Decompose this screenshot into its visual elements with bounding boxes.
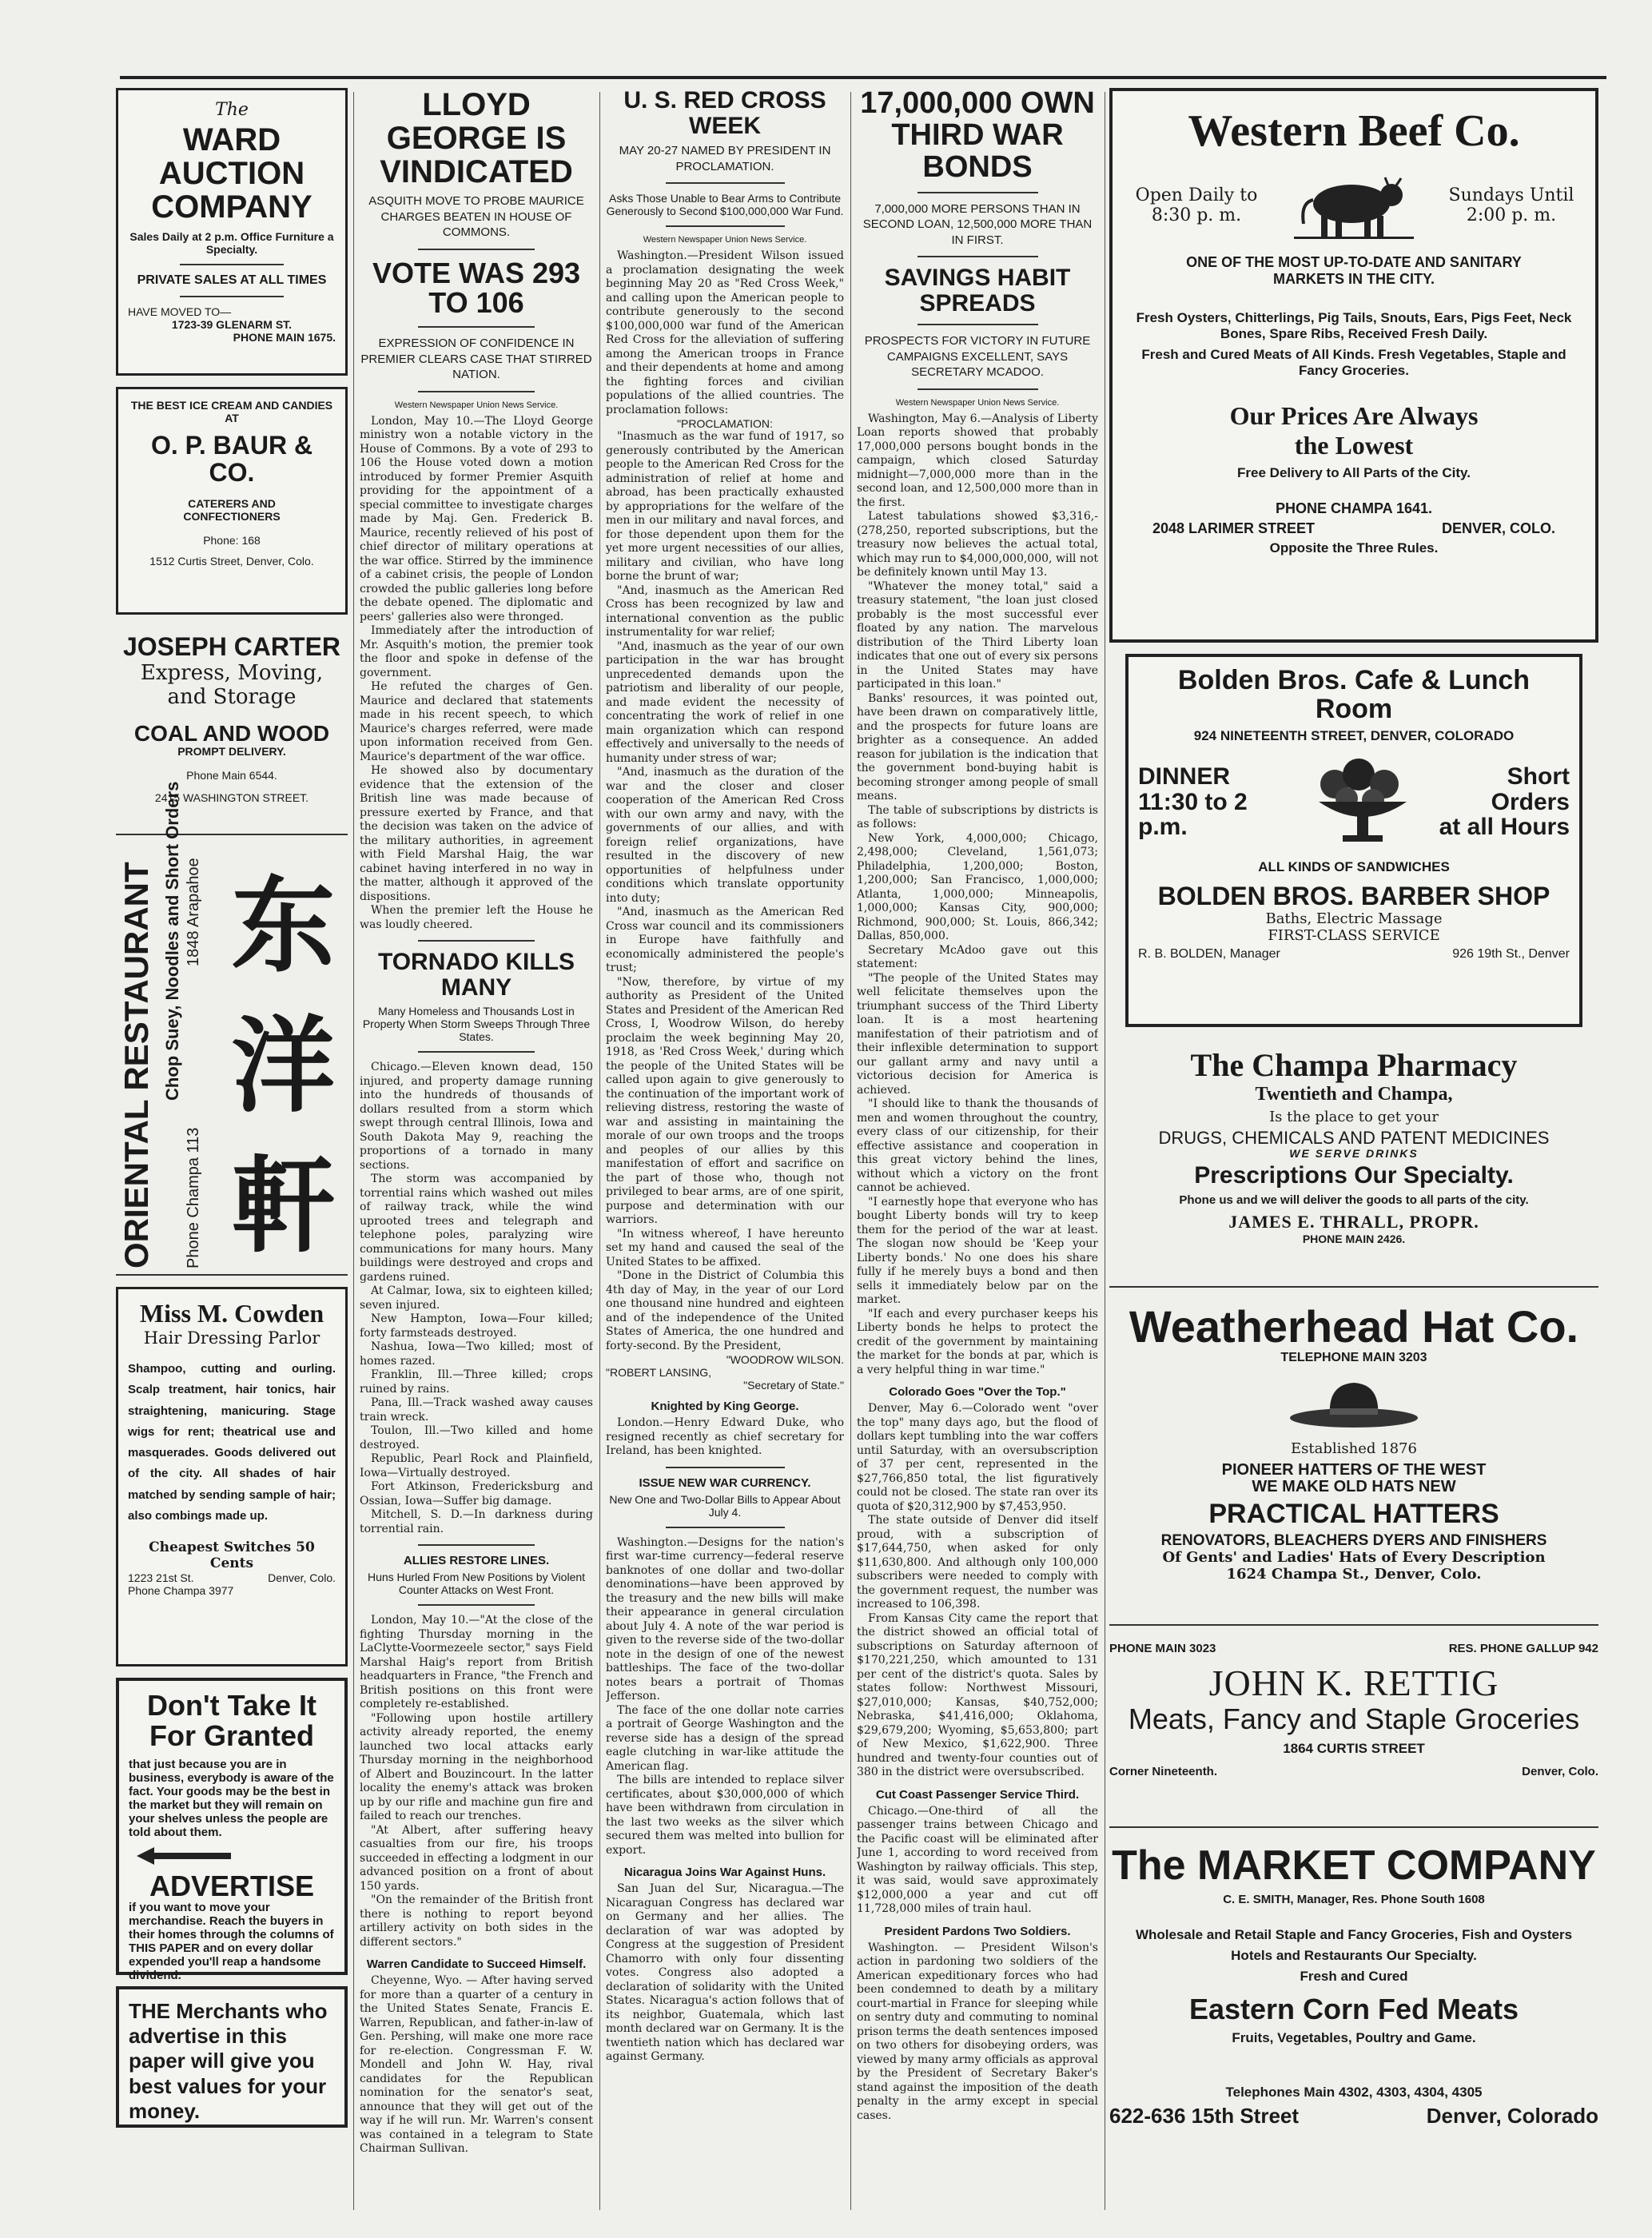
ad-address: DENVER, COLO. [1441,520,1555,536]
ad-title: JOHN K. RETTIG [1208,1663,1499,1703]
arrow-left-icon [137,1847,335,1868]
ad-text: at all Hours [1439,814,1570,841]
article-paragraph: London, May 10.—"At the close of the fighting Thursday morning in the LaClytte-Voormezeele sector," says Field Marshal Haig's report from British headquarters in France, "the French and British positions on this front were completely re-established. [360,1614,593,1711]
article-paragraph: "Following upon hostile artillery activity already reported, the enemy launched two local attacks early Thursday morning in the neighborhood of Albert and Bouzincourt. In the latter locality the enemy's attack was broken up by our rifle and machine gun fire and failed to reach our trenches. [360,1711,593,1823]
ad-text: Shampoo, cutting and ourling. Scalp treatment, hair tonics, hair straightening, manicuring. Stage wigs for rent; theatrical use and masquerades. Goods delivered out of the city. All shades of hair matched by sending sample of hair; also combings made up. [128,1362,336,1523]
article-paragraph: Denver, May 6.—Colorado went "over the top" many days ago, but the flood of dollars kept tumbling into the war coffers until Saturday, with an oversubscription of 37 per cent, represented in the $27,766,850 total, the list figuratively could not be closed. The state ran over its quota of $20,312,900 by $7,453,950. [857,1402,1098,1513]
column-rule [599,92,600,2210]
article-paragraph: Mitchell, S. D.—In darkness during torrential rain. [360,1508,593,1535]
ad-text: 11:30 to 2 p.m. [1138,788,1248,841]
dateline: Western Newspaper Union News Service. [895,397,1060,408]
ad-text: DINNER [1138,763,1231,790]
ad-text: Is the place to get your [1269,1109,1439,1125]
column-ads-left [116,88,348,2139]
article-paragraph: New York, 4,000,000; Chicago, 2,498,000; Cleveland, 1,561,073; Philadelphia, 1,200,000; Boston, 1,200,000; San Francisco, 1,000,000; Atlanta, 1,000,000; Minneapolis, 1,000,000; Kansas City, 900,000; Richmond, 900,000; St. Louis, 866,342; Dallas, 850,000. [857,831,1098,943]
article-paragraph: "Whatever the money total," said a treasury statement, "the loan just closed probably is the most successful ever floated by any nation. The marvelous distribution of the Third Liberty loan indicates that one out of every six persons in the United States may have participated in this loan." [857,579,1098,691]
subheadline: Huns Hurled From New Positions by Violent Counter Attacks on West Front. [367,1571,586,1597]
article-paragraph: "On the remainder of the British front there is nothing to report beyond artillery activity on both sides in the different sectors." [360,1894,593,1949]
article-paragraph: "The people of the United States may well felicitate themselves upon the triumphant success of the Third Liberty loan. It is a most heartening manifestation of their patriotism and of their inflexible determination to support our gallant army and navy until a victorious decision for America is achieved. [857,971,1098,1097]
article-paragraph: New Hampton, Iowa—Four killed; forty farmsteads destroyed. [360,1312,593,1340]
ad-text: Fresh and Cured [1300,1968,1408,1984]
dateline: Western Newspaper Union News Service. [394,400,559,410]
ad-phone: PHONE MAIN 1675. [233,331,336,344]
headline: Knighted by King George. [651,1400,799,1413]
ad-address: 1848 Arapahoe [185,858,202,966]
ad-text: Phone us and we will deliver the goods to all parts of the city. [1179,1193,1529,1207]
ad-title: BOLDEN BROS. BARBER SHOP [1157,882,1550,911]
ad-dont-take-it-for-granted [116,1678,348,1983]
ad-text: Free Delivery to All Parts of the City. [1237,465,1471,480]
article-paragraph: "Now, therefore, by virtue of my authority as President of the United States and President of the American Red Cross, I, Woodrow Wilson, do hereby proclaim the week beginning May 20, 1918, as 'Red Cross Week,' during which the people of the United States will be called upon again to give generously to the continuation of the important work of relieving distress, restoring the waste of war and assisting in maintaining the morale of our own troops and the troops and peoples of our allies by this manifestation of effort and sacrifice on the part of those who, though not privileged to bear arms, are of one spirit, purpose and determination with our warriors. [606,975,844,1226]
ad-address: 926 19th St., Denver [1452,946,1570,961]
subheadline: Many Homeless and Thousands Lost in Property When Storm Sweeps Through Three States. [362,1005,591,1044]
ad-phone: Phone Champa 113 [185,1127,202,1268]
article-paragraph: Fort Atkinson, Fredericksburg and Ossian, Iowa—Suffer big damage. [360,1480,593,1507]
subheadline: EXPRESSION OF CONFIDENCE IN PREMIER CLEARS CASE THAT STIRRED NATION. [360,336,592,382]
article-paragraph: Washington.—President Wilson issued a proclamation designating the week beginning May 20 as "Red Cross Week," and calling upon the American people to contribute generously to the second $100,000,000 war fund of the American Red Cross for the alleviation of suffering among the American troops in France and their dependents at home and among the fighting forces and civilian populations of the allied countries. The proclamation follows: [606,249,844,416]
ad-text: Fresh Oysters, Chitterlings, Pig Tails, Snouts, Ears, Pigs Feet, Neck Bones, Spare Ribs, Received Fresh Daily. [1136,310,1572,341]
ad-address: 2415 WASHINGTON STREET. [154,790,309,804]
headline: SAVINGS HABIT SPREADS [884,265,1071,317]
ad-title: JOSEPH CARTER [122,632,341,661]
ad-address: Corner Nineteenth. [1109,1764,1218,1778]
ad-text: Established 1876 [1291,1440,1417,1457]
ad-text: C. E. SMITH, Manager, Res. Phone South 1608 [1223,1892,1485,1906]
article-paragraph: "And, inasmuch as the American Red Cross has been recognized by law and international convention as the public instrumentality for war relief; [606,583,844,639]
ad-address: 622-636 15th Street [1109,2104,1300,2128]
ad-text: if you want to move your merchandise. Reach the buyers in their homes through the columns of THIS PAPER and on every dollar expended you'll reap a handsome dividend. [129,1901,334,1983]
headline: 17,000,000 OWN THIRD WAR BONDS [860,88,1095,184]
ad-baur [116,387,348,615]
ad-text: Express, Moving, [140,660,324,685]
ad-champa-pharmacy [1109,1038,1598,1288]
ad-text: Opposite the Three Rules. [1269,540,1439,556]
article-paragraph: London.—Henry Edward Duke, who resigned recently as chief secretary for Ireland, has been knighted. [606,1416,844,1457]
ad-market-company [1109,1839,1598,2224]
article-paragraph: Immediately after the introduction of Mr. Asquith's motion, the premier took the floor and spoke in defense of the government. [360,624,593,679]
ad-text: HAVE MOVED TO— [128,305,232,318]
ad-text: Wholesale and Retail Staple and Fancy Groceries, Fish and Oysters [1135,1926,1573,1942]
ad-address: 2048 LARIMER STREET [1152,520,1316,536]
ad-text: that just because you are in business, everybody is aware of the fact. Your goods may be the best in the market but they will remain on your shelves unless the people are told about them. [129,1757,334,1839]
article-paragraph: "PROCLAMATION: [677,417,773,430]
ad-address: 1624 Champa St., Denver, Colo. [1226,1566,1482,1583]
article-paragraph: Franklin, Ill.—Three killed; crops ruined by rains. [360,1368,593,1396]
ad-phone: PHONE MAIN 2426. [1302,1232,1406,1245]
ad-title: Prescriptions Our Specialty. [1194,1162,1514,1189]
ad-address: 1223 21st St. [128,1571,194,1584]
article-paragraph: "Inasmuch as the war fund of 1917, so generously contributed by the American people to the American Red Cross for the administration of relief at home and abroad, has been practically exhausted by appropriations for the welfare of the men in our military and naval forces, and for those dependent upon them for the yet more urgent necessities of our allies, military and civilian, who have long borne the brunt of war; [606,430,844,583]
ad-title: Miss M. Cowden [139,1299,324,1328]
column-news-2 [360,88,593,2214]
ad-text: Baths, Electric Massage [1265,910,1443,927]
headline: Colorado Goes "Over the Top." [889,1385,1066,1400]
ad-weatherhead-hat [1109,1299,1598,1626]
article-paragraph: Washington.—Designs for the nation's first war-time currency—federal reserve banknotes of one dollar and two-dollar denominations—have been approved by the treasury and the new bills will make their appearance in general circulation about July 4. A note of the war period is given to the reverse side of the two-dollar note in the design of one of the newest battleships. The face of the two-dollar notes bears a portrait of Thomas Jefferson. [606,1535,844,1702]
article-paragraph: Latest tabulations showed $3,316,-(278,250, reported subscriptions, but the treasury now believes the actual total, which may run to $4,000,000,000, will not be definitely known until May 13. [857,510,1098,579]
article-paragraph: Washington, May 6.—Analysis of Liberty Loan reports showed that probably 17,000,000 persons bought bonds in the campaign, which closed Saturday midnight—7,000,000 more than in the second loan, and 12,500,000 more than in the first. [857,412,1098,509]
article-paragraph: "If each and every purchaser keeps his Liberty bonds he helps to protect the credit of the government by maintaining the market for the bonds at par, which is a very helpful thing in war time." [857,1307,1098,1376]
headline: LLOYD GEORGE IS VINDICATED [380,88,573,189]
subheadline: MAY 20-27 NAMED BY PRESIDENT IN PROCLAMATION. [619,144,831,173]
article-paragraph: From Kansas City came the report that the district showed an official total of subscriptions on Saturday afternoon of $170,221,250, which amounted to 131 per cent of the district's quota. Sales by states follow: Northwest Missouri, $27,010,000; Kansas, $40,752,000; Nebraska, $41,416,000; Oklahoma, $29,679,200; Wyoming, $5,653,800; part of New Mexico, $1,622,900. Three hundred and twenty-four counties out of 380 in the district were oversubscribed. [857,1611,1098,1779]
article-paragraph: Nashua, Iowa—Two killed; most of homes razed. [360,1340,593,1368]
ad-merchants [116,1986,348,2128]
ad-text: DRUGS, CHEMICALS AND PATENT MEDICINES [1158,1128,1550,1148]
ad-text: Fresh and Cured Meats of All Kinds. Fresh Vegetables, Staple and Fancy Groceries. [1141,347,1566,378]
article-paragraph: At Calmar, Iowa, six to eighteen killed; seven injured. [360,1284,593,1312]
dateline: Western Newspaper Union News Service. [643,235,807,245]
column-rule [850,92,851,2210]
ad-text: Fruits, Vegetables, Poultry and Game. [1232,2030,1476,2046]
hat-icon [1109,1376,1598,1436]
subheadline: PROSPECTS FOR VICTORY IN FUTURE CAMPAIGNS EXCELLENT, SAYS SECRETARY MCADOO. [864,334,1091,380]
article-paragraph: He showed also by documentary evidence that the extension of the British line was made because of pressure exerted by France, and that the decision was taken on the advice of the military authorities, in agreement with Field Marshal Haig, the war cabinet having interfered in no way in the matter, although it approved of the dispositions. [360,764,593,903]
ad-title: Meats, Fancy and Staple Groceries [1128,1702,1580,1735]
ad-text: CATERERS AND [188,497,276,511]
ad-address: 1512 Curtis Street, Denver, Colo. [149,555,314,568]
signature: "Secretary of State." [743,1379,844,1392]
article-paragraph: London, May 10.—The Lloyd George ministry won a notable victory in the House of Commons. By a vote of 293 to 106 the House voted down a motion introduced by former Premier Asquith providing for the appointment of a special committee to investigate charges made by Maj. Gen. Frederick B. Maurice, recently relieved of his post of chief director of military operations at the war office. Stirred by the imminence of a cabinet crisis, the people of London crowded the public galleries long before the debate opened. The diplomatic and peers' galleries also were thronged. [360,414,593,623]
chinese-characters: 东 洋 軒 [214,870,336,1255]
subheadline: Asks Those Unable to Bear Arms to Contribute Generously to Second $100,000,000 War Fund. [606,192,844,217]
ad-text: Sundays Until 2:00 p. m. [1448,185,1574,225]
ad-text: and Storage [167,684,297,709]
ad-bolden-bros [1125,654,1582,1027]
ad-phone: Telephones Main 4302, 4303, 4304, 4305 [1225,2085,1483,2101]
ad-text: Sales Daily at 2 p.m. Office Furniture a Specialty. [129,230,334,256]
signature: "ROBERT LANSING, [606,1366,712,1379]
ad-text: PIONEER HATTERS OF THE WEST [1221,1460,1487,1479]
ad-title: For Granted [149,1718,314,1752]
ad-text: FIRST-CLASS SERVICE [1268,926,1440,944]
ad-title: Weatherhead Hat Co. [1129,1301,1579,1352]
ad-text: Of Gents' and Ladies' Hats of Every Description [1162,1549,1546,1567]
ad-phone: Phone Champa 3977 [128,1584,234,1597]
ad-phone: RES. PHONE GALLUP 942 [1448,1642,1598,1655]
column-news-3 [606,88,844,2214]
article-paragraph: "And, inasmuch as the American Red Cross war council and its commissioners in Europe have faithfully and economically administered the people's trust; [606,906,844,974]
ad-title: The Champa Pharmacy [1190,1047,1518,1083]
article-paragraph: Washington. — President Wilson's action in pardoning two soldiers of the American expeditionary forces who had been condemned to death by a military court-martial in France for sleeping while on sentry duty and commuting to nominal prison terms the death sentences imposed on two others for disobeying orders, was viewed by many army officials as approval by the President of Secretary Baker's stand against the imposition of the death penalty in the army except in special cases. [857,1941,1098,2122]
article-paragraph: "Done in the District of Columbia this 4th day of May, in the year of our Lord one thousand nine hundred and eighteen and of the independence of the United States of America, the one hundred and forty-second. By the President, [606,1269,844,1352]
ad-title: Eastern Corn Fed Meats [1188,1992,1519,2025]
article-paragraph: Chicago.—Eleven known dead, 150 injured, and property damage running into the hundreds of thousands of dollars resulted from a storm which swept through central Illinois, Iowa and South Dakota May 9, reaching the proportions of a tornado in many sections. [360,1061,593,1172]
ad-text: Chop Suey, Noodles and Short Orders [162,781,182,1101]
subheadline: New One and Two-Dollar Bills to Appear About July 4. [609,1492,841,1519]
headline: ALLIES RESTORE LINES. [403,1554,550,1568]
ad-text: Open Daily to 8:30 p. m. [1135,185,1258,225]
column-rule [353,92,354,2210]
ad-address: 1723-39 GLENARM ST. [171,318,293,331]
headline: VOTE WAS 293 TO 106 [372,256,581,320]
ad-title: WARD AUCTION COMPANY [151,122,312,225]
article-paragraph: Cheyenne, Wyo. — After having served for more than a quarter of a century in the United States Senate, Francis E. Warren, Republican, and father-in-law of Gen. Pershing, will make one more race for re-election. Congressman F. W. Mondell and John W. Hay, rival candidates for the Republican nomination for the senator's seat, announce that they will get out of the way if he will run. Mr. Warren's consent was contained in a telegram to State Chairman Sullivan. [360,1974,593,2156]
ad-address: Denver, Colorado [1426,2104,1598,2128]
bull-icon [1294,168,1414,243]
headline: Cut Coast Passenger Service Third. [875,1787,1080,1802]
ad-title: O. P. BAUR & CO. [150,431,313,487]
ad-text: RENOVATORS, BLEACHERS DYERS AND FINISHERS [1160,1532,1547,1550]
headline: TORNADO KILLS MANY [377,949,575,1001]
ad-cowden [116,1287,348,1667]
ad-text: WE MAKE OLD HATS NEW [1252,1477,1456,1495]
article-paragraph: He refuted the charges of Gen. Maurice and declared that statements made in his recent speech, to which Maurice's charges referred, were made upon information received from Gen. Maurice's department of the war office. [360,680,593,763]
ad-text: JAMES E. THRALL, PROPR. [1228,1211,1479,1232]
ad-address: Twentieth and Champa, [1255,1084,1453,1105]
ad-john-rettig [1109,1637,1598,1828]
ad-title: ORIENTAL RESTAURANT [117,862,155,1268]
signature: "WOODROW WILSON. [726,1353,844,1366]
ad-title: the Lowest [1294,431,1414,460]
ad-text: Hotels and Restaurants Our Specialty. [1231,1947,1477,1963]
article-paragraph: The state outside of Denver did itself proud, with a subscription of $17,644,750, when asked for only $11,630,800. And although only 100,000 subscribers were needed to comply with the government request, the number was increased to 106,398. [857,1514,1098,1611]
ad-title: Western Beef Co. [1188,106,1520,156]
ad-text: ONE OF THE MOST UP-TO-DATE AND SANITARY MARKETS IN THE CITY. [1186,254,1522,287]
article-paragraph: "At Albert, after suffering heavy casualties from our fire, his troops succeeded in effecting a lodgment in our advanced position on a front of about 150 yards. [360,1823,593,1893]
ad-title: PRACTICAL HATTERS [1208,1498,1499,1529]
top-rule [120,76,1606,79]
article-paragraph: Pana, Ill.—Track washed away causes train wreck. [360,1396,593,1424]
article-paragraph: The face of the one dollar note carries a portrait of George Washington and the reverse side has a design of the spread eagle clutching in war-like attitude the American flag. [606,1703,844,1773]
article-paragraph: San Juan del Sur, Nicaragua.—The Nicaraguan Congress has declared war on Germany and her allies. The declaration of war was adopted by Congress at the suggestion of President Chamorro with only four dissenting votes. Congress also adopted a declaration of solidarity with the United States. Nicaragua's action follows that of its neighbor, Guatemala, which last month declared war on Germany. It is the twentieth nation which has declared war against Germany. [606,1882,844,2063]
ad-carter [116,626,348,835]
ad-text: Hair Dressing Parlor [143,1328,320,1348]
article-paragraph: "I should like to thank the thousands of men and women throughout the country, every class of our citizenship, for their effective assistance and cooperation in this great victory behind the lines, without which a victory on the front cannot be achieved. [857,1097,1098,1195]
ad-phone: PHONE CHAMPA 1641. [1275,500,1433,516]
ad-title: Our Prices Are Always [1229,401,1479,430]
ad-phone: Phone Main 6544. [186,768,277,782]
article-paragraph: Republic, Pearl Rock and Plainfield, Iowa—Virtually destroyed. [360,1452,593,1479]
article-paragraph: "And, inasmuch as the duration of the war and the closer and closer cooperation of the American Red Cross with our own army and navy, with the governments of our allies, and with foreign relief organizations, have resulted in the discovery of new opportunities of helpfulness under conditions which translate opportunity into duty; [606,766,844,905]
article-paragraph: "I earnestly hope that everyone who has bought Liberty bonds will try to keep them for the period of the war at least. The slogan now should be 'Keep your Liberty bonds.' No one does his share fully if he merely buys a bond and then sells it immediately below par on the market. [857,1195,1098,1307]
subheadline: 7,000,000 MORE PERSONS THAN IN SECOND LOAN, 12,500,000 MORE THAN IN FIRST. [862,201,1093,247]
column-news-4 [857,88,1098,2214]
headline: ISSUE NEW WAR CURRENCY. [639,1475,811,1490]
subheadline: ASQUITH MOVE TO PROBE MAURICE CHARGES BEATEN IN HOUSE OF COMMONS. [368,194,584,239]
article-paragraph: Banks' resources, it was pointed out, have been drawn on comparatively little, and the prospects for future loans are brighter as a consequence. An added reason for jubilation is the indication that the government bond-buying habit is becoming stronger among people of small means. [857,691,1098,803]
ad-text: Short Orders [1491,763,1570,815]
ad-phone: Phone: 168 [203,534,261,548]
ad-text: ALL KINDS OF SANDWICHES [1258,859,1450,875]
ad-text: CONFECTIONERS [183,510,281,524]
article-paragraph: "In witness whereof, I have hereunto set my hand and caused the seal of the United States to be affixed. [606,1227,844,1268]
column-ads-right [1109,88,1598,2224]
ad-title: The MARKET COMPANY [1112,1842,1596,1889]
article-paragraph: When the premier left the House he was loudly cheered. [360,904,593,931]
ad-text: The [215,100,249,120]
article-paragraph: "And, inasmuch as the year of our own participation in the war has brought unprecedented demands upon the patriotism and liberality of our people, and made evident the necessity of concentrating the work of relief in one main organization which can respond effectively and universally to the needs of humanity under stress of war; [606,639,844,765]
ad-text: R. B. BOLDEN, Manager [1138,946,1280,961]
ad-address: Denver, Colo. [268,1571,336,1584]
ad-address: 1864 CURTIS STREET [1283,1740,1425,1756]
headline: President Pardons Two Soldiers. [884,1924,1071,1938]
ad-text: PROMPT DELIVERY. [177,744,286,758]
ad-ward-auction [116,88,348,376]
ad-western-beef [1109,88,1598,643]
headline: Nicaragua Joins War Against Huns. [623,1866,826,1879]
fruit-bowl-icon [1303,752,1423,851]
ad-title: THE Merchants who advertise in this paper will give you best values for your money. [129,1999,328,2123]
headline: Warren Candidate to Succeed Himself. [366,1957,587,1972]
ad-title: ADVERTISE [149,1869,315,1902]
article-paragraph: Secretary McAdoo gave out this statement: [857,943,1098,971]
article-paragraph: The bills are intended to replace silver certificates, about $30,000,000 of which have been withdrawn from circulation in the last two weeks as the silver which secured them was melted into bullion for export. [606,1774,844,1857]
ad-text: PRIVATE SALES AT ALL TIMES [137,273,327,287]
ad-text: COAL AND WOOD [133,720,330,746]
ad-title: Bolden Bros. Cafe & Lunch Room [1177,665,1531,724]
article-paragraph: The storm was accompanied by torrential rains which washed out miles of railway track, while the wind uprooted trees and telegraph and telephone poles, paralyzing wire communications for many hours. Many buildings were destroyed and crops and gardens ruined. [360,1173,593,1284]
ad-phone: TELEPHONE MAIN 3203 [1280,1350,1427,1364]
ad-title: Don't Take It [147,1689,316,1722]
ad-text: WE SERVE DRINKS [1289,1147,1419,1161]
ad-phone: PHONE MAIN 3023 [1109,1642,1216,1655]
ad-text: THE BEST ICE CREAM AND CANDIES AT [130,399,333,424]
article-paragraph: Chicago.—One-third of all the passenger trains between Chicago and the Pacific coast will be eliminated after June 1, according to word received from Washington by railway officials. This step, it was said, would save approximately $12,000,000 a year and cut off 11,728,000 miles of train haul. [857,1804,1098,1916]
article-paragraph: Toulon, Ill.—Two killed and home destroyed. [360,1424,593,1452]
ad-address: Denver, Colo. [1522,1764,1598,1778]
article-paragraph: The table of subscriptions by districts is as follows: [857,803,1098,831]
headline: U. S. RED CROSS WEEK [623,88,826,139]
ad-text: Cheapest Switches 50 Cents [149,1539,315,1571]
ad-address: 924 NINETEENTH STREET, DENVER, COLORADO [1193,728,1515,744]
